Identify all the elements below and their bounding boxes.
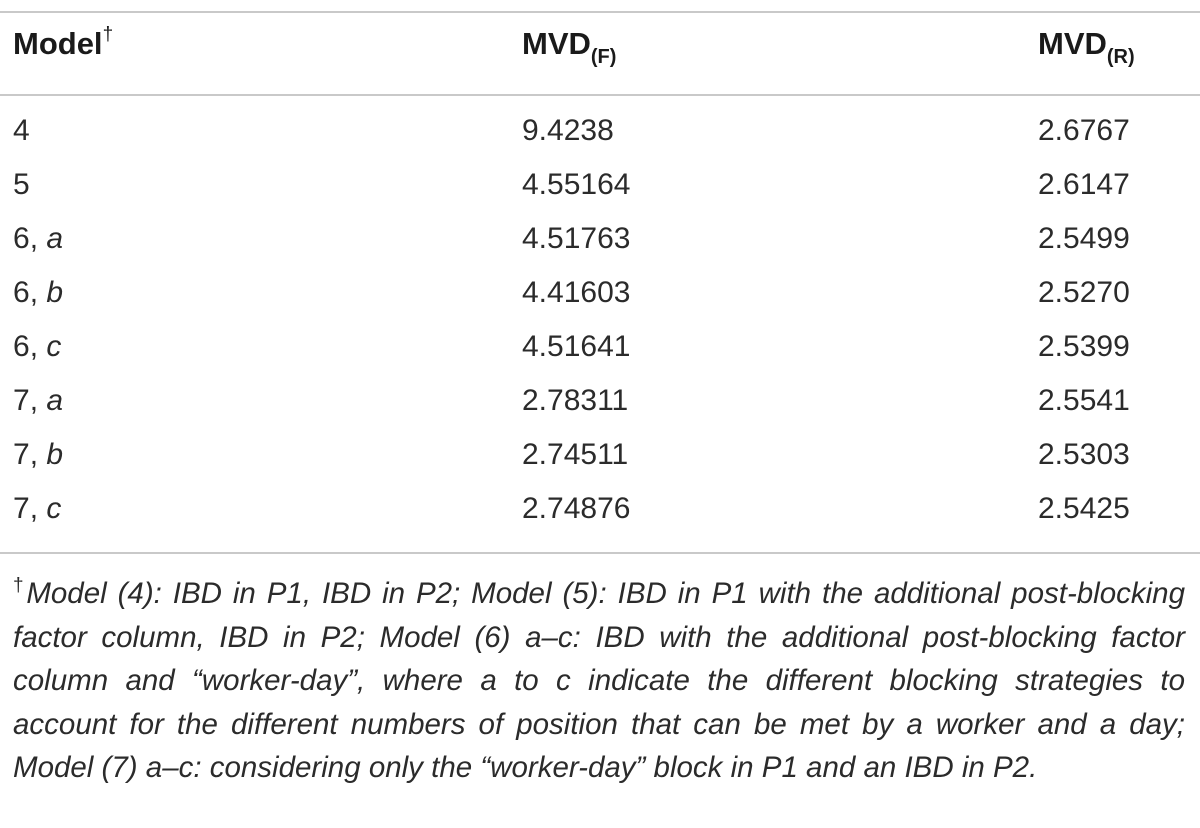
table-row (0, 212, 1200, 266)
table-top-rule (0, 11, 1200, 13)
header-mvd-f-label: MVD (522, 26, 591, 61)
cell-model (13, 494, 61, 524)
cell-mvd-f: 4.51763 (522, 222, 631, 255)
cell-mvd-r: 2.5303 (1038, 438, 1130, 471)
cell-mvd-f: 2.78311 (522, 384, 629, 417)
cell-mvd-r: 2.5270 (1038, 276, 1130, 309)
table-row (0, 158, 1200, 212)
header-model-label: Model (13, 26, 103, 61)
cell-model-letter: b (46, 276, 64, 309)
cell-model (13, 386, 63, 416)
cell-mvd-f: 2.74511 (522, 438, 629, 471)
cell-model-number: 6 (13, 330, 30, 363)
header-mvd-r-label: MVD (1038, 26, 1107, 61)
table-bottom-rule (0, 552, 1200, 554)
cell-mvd-r: 2.5541 (1038, 384, 1130, 417)
cell-model-number: 7 (13, 438, 30, 471)
cell-model-number: 7 (13, 384, 30, 417)
cell-mvd-f: 4.41603 (522, 276, 631, 309)
cell-model-letter: a (46, 384, 64, 417)
header-model-dagger: † (102, 24, 114, 45)
cell-model (13, 224, 63, 254)
cell-mvd-r: 2.5399 (1038, 330, 1130, 363)
cell-mvd-r: 2.6147 (1038, 168, 1130, 201)
header-mvd-f (522, 26, 617, 68)
cell-mvd-r: 2.5499 (1038, 222, 1130, 255)
footnote-dagger: † (13, 575, 27, 596)
table-header-row (0, 24, 1200, 88)
cell-model (13, 440, 63, 470)
cell-model (13, 170, 30, 200)
cell-model-number: 4 (13, 114, 30, 147)
cell-model-number: 7 (13, 492, 30, 525)
cell-model (13, 332, 61, 362)
cell-model (13, 116, 30, 146)
cell-model-letter: c (46, 492, 62, 525)
table-row (0, 428, 1200, 482)
table-body (0, 104, 1200, 536)
header-mvd-f-subscript: (F) (590, 46, 617, 68)
cell-model-separator: , (29, 330, 47, 363)
cell-model-letter: a (46, 222, 64, 255)
footnote-text: Model (4): IBD in P1, IBD in P2; Model (5): IBD in P1 with the additional post-blocking factor column, IBD in P2; Model (6) a–c: IBD with the additional post-blocking factor column and “worker-day”, where a to c indicate the different blocking strategies to account for the different numbers of position that can be met by a worker and a day; Model (7) a–c: considering only the “worker-day” block in P1 and an IBD in P2. (13, 577, 1185, 784)
cell-model-number: 5 (13, 168, 30, 201)
cell-mvd-r: 2.5425 (1038, 492, 1130, 525)
cell-mvd-f: 4.55164 (522, 168, 631, 201)
table-row (0, 320, 1200, 374)
cell-mvd-f: 9.4238 (522, 114, 614, 147)
table-row (0, 104, 1200, 158)
header-mvd-r (1038, 26, 1135, 68)
table-row (0, 482, 1200, 536)
cell-model-separator: , (29, 222, 47, 255)
cell-mvd-f: 4.51641 (522, 330, 631, 363)
cell-model-letter: c (46, 330, 62, 363)
cell-model-separator: , (29, 492, 47, 525)
cell-mvd-r: 2.6767 (1038, 114, 1130, 147)
cell-model-separator: , (29, 384, 47, 417)
table-footnote (13, 572, 1185, 790)
cell-model-number: 6 (13, 276, 30, 309)
cell-model-letter: b (46, 438, 64, 471)
cell-model-separator: , (29, 276, 47, 309)
cell-mvd-f: 2.74876 (522, 492, 631, 525)
cell-model-number: 6 (13, 222, 30, 255)
cell-model (13, 278, 63, 308)
table-header-rule (0, 94, 1200, 96)
header-model (13, 24, 114, 61)
cell-model-separator: , (29, 438, 47, 471)
table-row (0, 266, 1200, 320)
table-row (0, 374, 1200, 428)
header-mvd-r-subscript: (R) (1106, 46, 1135, 68)
